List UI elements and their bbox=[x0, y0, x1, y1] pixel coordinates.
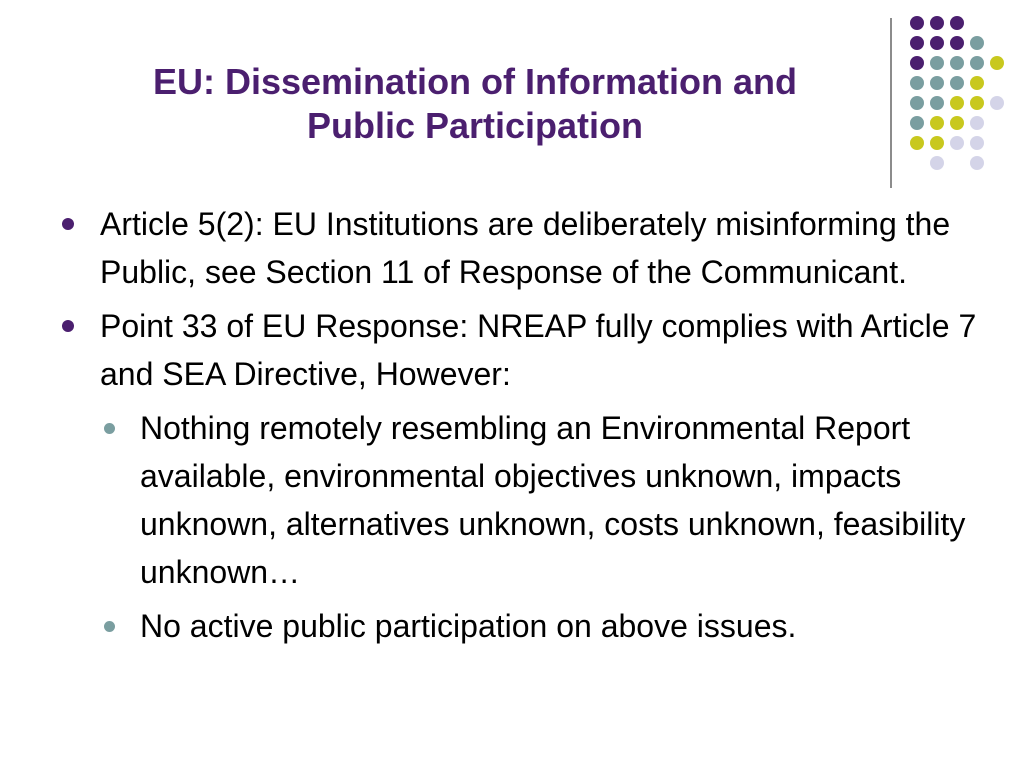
dot-yellow bbox=[930, 136, 944, 150]
sub-bullet-item bbox=[100, 404, 1000, 596]
sub-bullet-dot-icon bbox=[104, 621, 115, 632]
dot-purple bbox=[910, 56, 924, 70]
dot-yellow bbox=[970, 76, 984, 90]
dot-teal bbox=[910, 76, 924, 90]
dot-purple bbox=[930, 16, 944, 30]
dot-lavender bbox=[950, 136, 964, 150]
dot-teal bbox=[970, 56, 984, 70]
dot-lavender bbox=[930, 156, 944, 170]
dot-lavender bbox=[970, 136, 984, 150]
bullet-list bbox=[60, 200, 1000, 656]
dot-yellow bbox=[930, 116, 944, 130]
dot-yellow bbox=[910, 136, 924, 150]
slide-title bbox=[60, 60, 890, 148]
sub-bullet-item bbox=[100, 602, 1000, 650]
bullet-item bbox=[60, 302, 1000, 398]
dot-teal bbox=[930, 96, 944, 110]
sub-bullet-text: Nothing remotely resembling an Environmental Report available, environmental objectives unknown, impacts unknown, alternatives unknown, costs unknown, feasibility unknown… bbox=[140, 410, 966, 590]
sub-bullet-text: No active public participation on above issues. bbox=[140, 608, 797, 644]
dot-yellow bbox=[950, 116, 964, 130]
dot-yellow bbox=[950, 96, 964, 110]
dot-purple bbox=[950, 16, 964, 30]
dot-purple bbox=[930, 36, 944, 50]
title-line-1: EU: Dissemination of Information and bbox=[152, 61, 798, 102]
sub-bullet-dot-icon bbox=[104, 423, 115, 434]
dot-teal bbox=[930, 56, 944, 70]
dot-teal bbox=[970, 36, 984, 50]
dot-lavender bbox=[970, 116, 984, 130]
dot-lavender bbox=[970, 156, 984, 170]
title-divider bbox=[890, 18, 892, 188]
dot-teal bbox=[950, 76, 964, 90]
dot-yellow bbox=[990, 56, 1004, 70]
dot-teal bbox=[930, 76, 944, 90]
dot-purple bbox=[910, 16, 924, 30]
dot-purple bbox=[910, 36, 924, 50]
bullet-dot-icon bbox=[62, 218, 74, 230]
title-line-2: Public Participation bbox=[306, 105, 644, 146]
bullet-text: Article 5(2): EU Institutions are deliberately misinforming the Public, see Section 11 of Response of the Communicant. bbox=[100, 206, 951, 290]
bullet-dot-icon bbox=[62, 320, 74, 332]
dot-teal bbox=[910, 116, 924, 130]
dot-lavender bbox=[990, 96, 1004, 110]
dot-teal bbox=[910, 96, 924, 110]
dot-purple bbox=[950, 36, 964, 50]
dot-yellow bbox=[970, 96, 984, 110]
dot-teal bbox=[950, 56, 964, 70]
bullet-item bbox=[60, 200, 1000, 296]
bullet-text: Point 33 of EU Response: NREAP fully complies with Article 7 and SEA Directive, However: bbox=[100, 308, 977, 392]
